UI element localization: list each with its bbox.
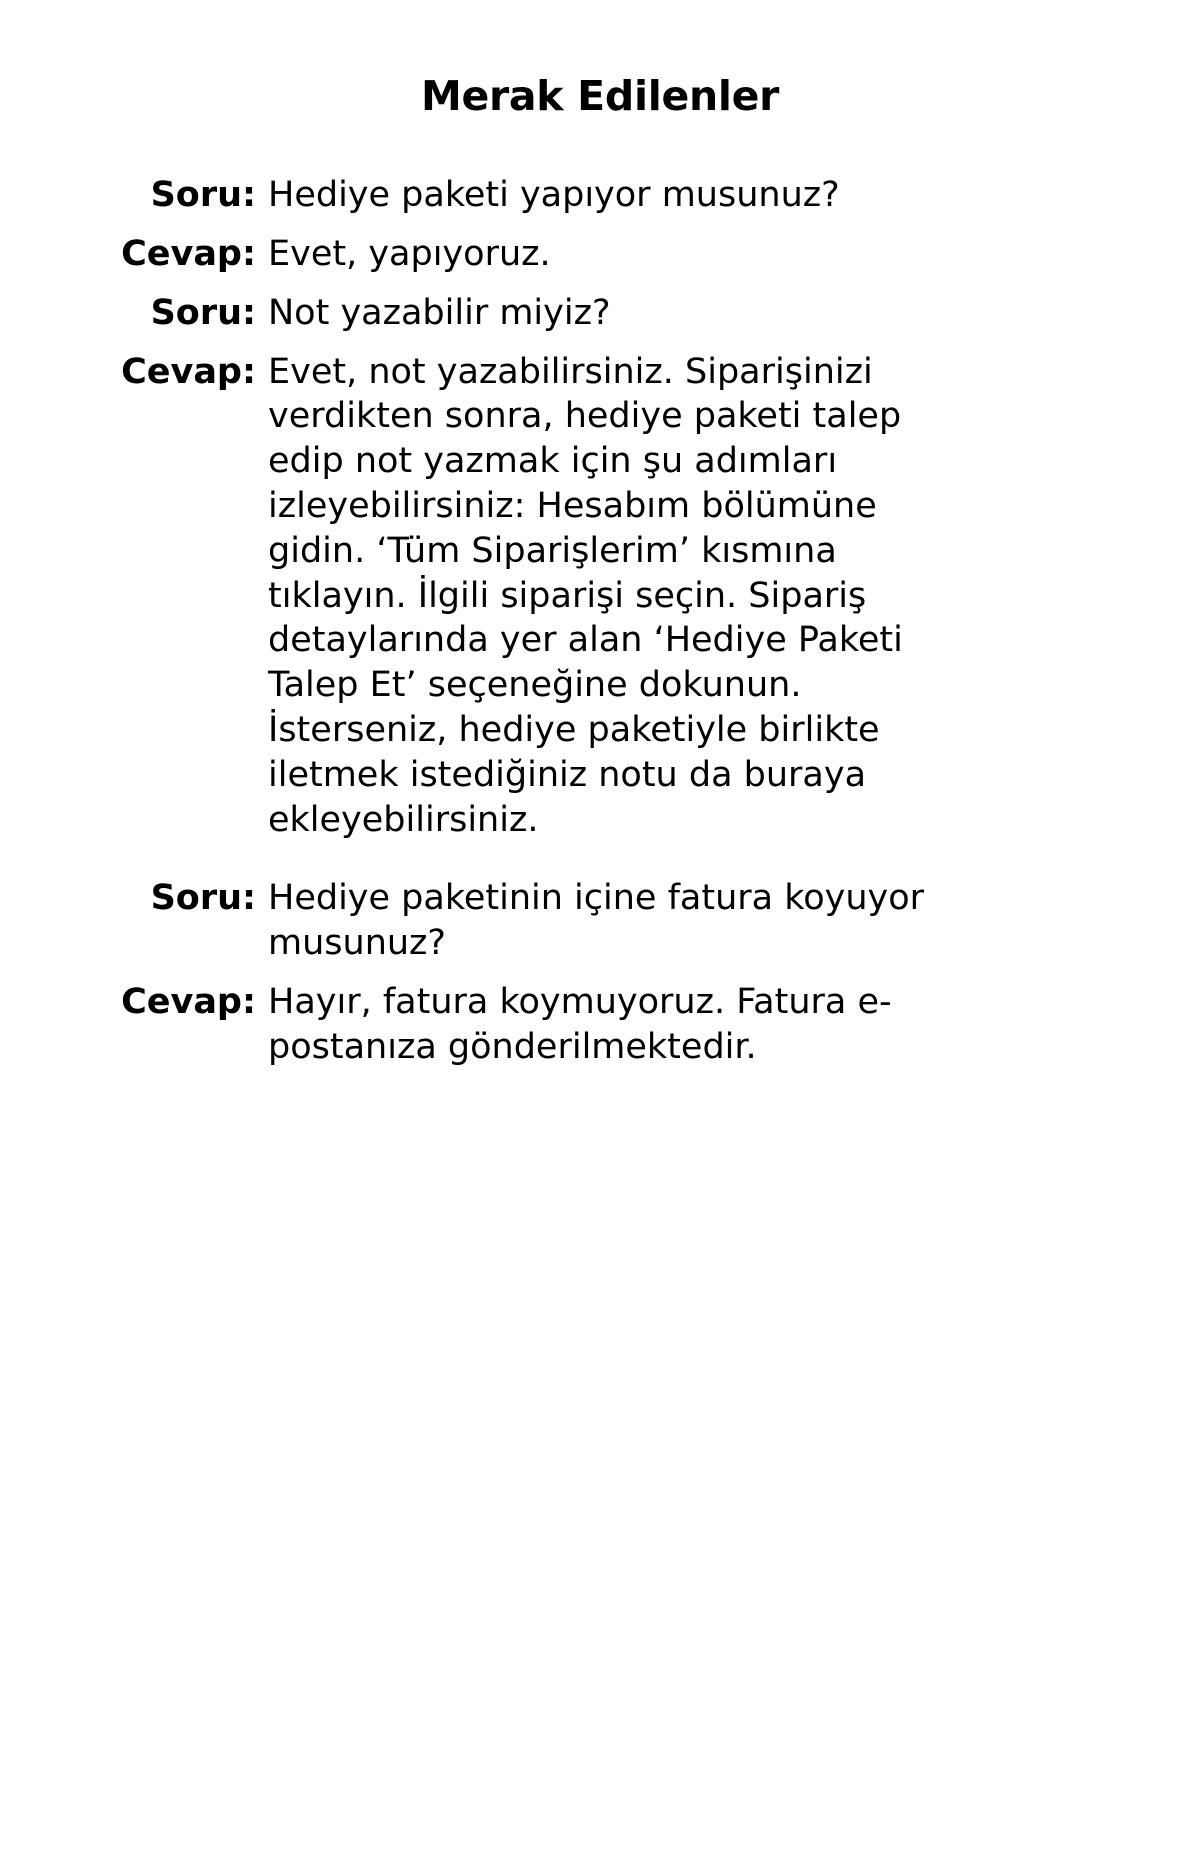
faq-label: Cevap: xyxy=(121,351,256,392)
faq-text: Evet, not yazabilirsiniz. Siparişinizi verdikten sonra, hediye paketi talep edip not yazmak için şu adımları izleyebilirsiniz: Hesabım bölümüne gidin. ‘Tüm Siparişlerim’ kısmına tıklayın. İlgili siparişi seçin. Sipariş detaylarında yer alan ‘Hediye Paketi Talep Et’ seçeneğine dokunun. İsterseniz, hediye paketiyle birlikte iletmek istediğiniz notu da buraya ekleyebilirsiniz. xyxy=(268,351,903,840)
faq-item xyxy=(90,232,1110,277)
page-bottom-whitespace xyxy=(90,1084,1110,1504)
faq-item xyxy=(90,173,1110,218)
faq-label: Soru: xyxy=(150,878,256,919)
faq-item xyxy=(90,350,1110,843)
faq-label: Cevap: xyxy=(121,233,256,274)
faq-text: Hayır, fatura koymuyoruz. Fatura e-postanıza gönderilmektedir. xyxy=(268,981,892,1067)
faq-item xyxy=(90,876,1110,966)
faq-label: Soru: xyxy=(150,292,256,333)
faq-text: Hediye paketinin içine fatura koyuyor musunuz? xyxy=(268,878,925,964)
faq-item xyxy=(90,980,1110,1070)
faq-text: Not yazabilir miyiz? xyxy=(268,292,611,333)
faq-label: Soru: xyxy=(150,175,256,216)
faq-text: Evet, yapıyoruz. xyxy=(268,233,551,274)
faq-item xyxy=(90,291,1110,336)
faq-list xyxy=(90,173,1110,1069)
faq-text: Hediye paketi yapıyor musunuz? xyxy=(268,175,840,216)
page-title: Merak Edilenler xyxy=(420,72,780,120)
document-page xyxy=(70,72,1130,1504)
faq-label: Cevap: xyxy=(121,981,256,1022)
